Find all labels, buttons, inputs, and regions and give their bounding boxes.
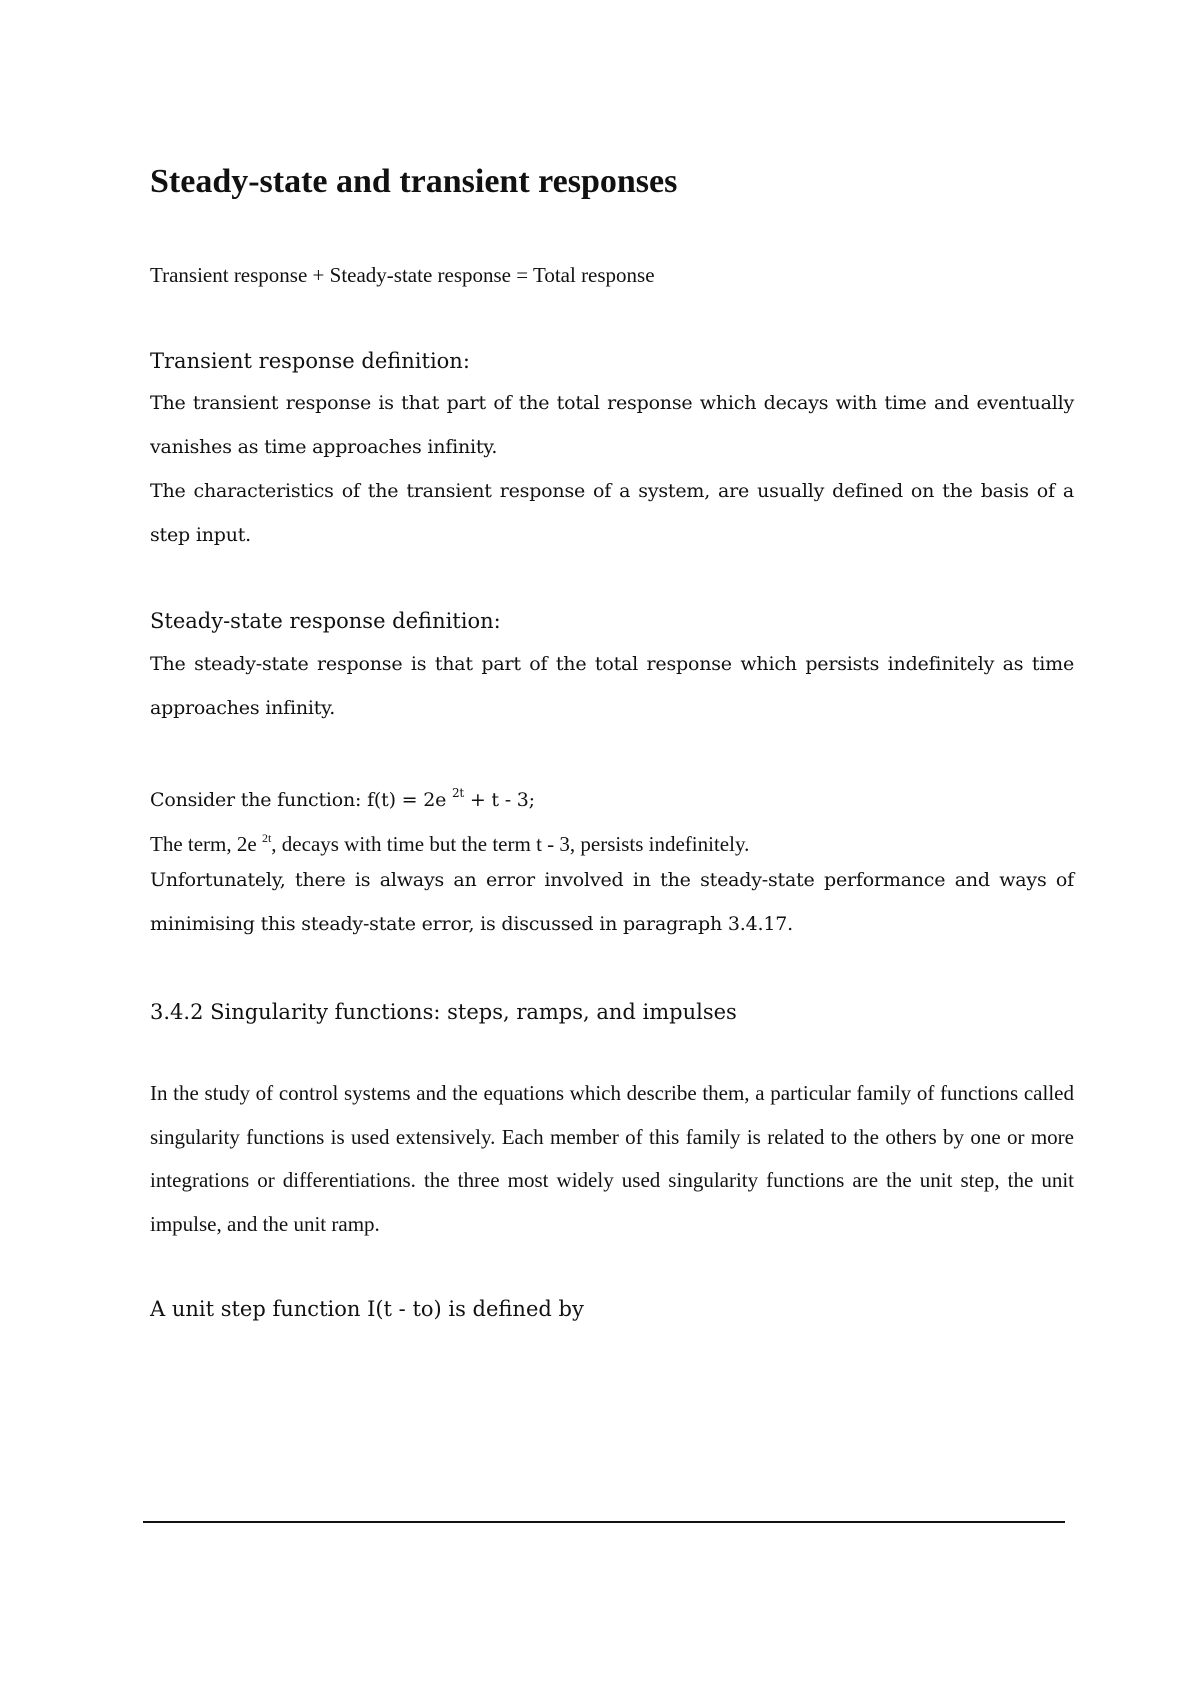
decaying-term-suffix: , decays with time but the term t - 3, persists indefinitely. [271, 832, 750, 856]
transient-definition-paragraph: The transient response is that part of the total response which decays with time and eventually vanishes as time approaches infinity. [150, 392, 1074, 458]
steady-state-heading: Steady-state response definition: [150, 609, 501, 633]
total-response-equation: Transient response + Steady-state response = Total response [150, 263, 655, 287]
example-function-suffix: + t - 3; [464, 789, 535, 811]
example-function [150, 785, 1074, 815]
unit-step-definition-line: A unit step function I(t - to) is defined by [150, 1297, 584, 1321]
example-function-exponent: 2t [451, 786, 465, 800]
transient-heading: Transient response definition: [150, 349, 470, 373]
page-title: Steady-state and transient responses [150, 163, 678, 200]
decaying-term-prefix: The term, 2e [150, 832, 262, 856]
transient-characteristics-paragraph: The characteristics of the transient response of a system, are usually defined on the basis of a step input. [150, 480, 1074, 546]
decaying-term-sentence [150, 829, 1074, 859]
singularity-functions-paragraph: In the study of control systems and the equations which describe them, a particular family of functions called singularity functions is used extensively. Each member of this family is related to the others by one or more integrations or differentiations. the three most widely used singularity functions are the unit step, the unit impulse, and the unit ramp. [150, 1081, 1074, 1236]
section-heading: 3.4.2 Singularity functions: steps, ramps, and impulses [150, 1000, 737, 1024]
decaying-term-exponent: 2t [261, 831, 272, 845]
steady-state-error-paragraph: Unfortunately, there is always an error involved in the steady-state performance and ways of minimising this steady-state error, is discussed in paragraph 3.4.17. [150, 869, 1074, 935]
steady-state-definition-paragraph: The steady-state response is that part of the total response which persists indefinitely as time approaches infinity. [150, 653, 1074, 719]
example-function-prefix: Consider the function: f(t) = 2e [150, 789, 452, 811]
footer-divider [143, 1521, 1065, 1523]
